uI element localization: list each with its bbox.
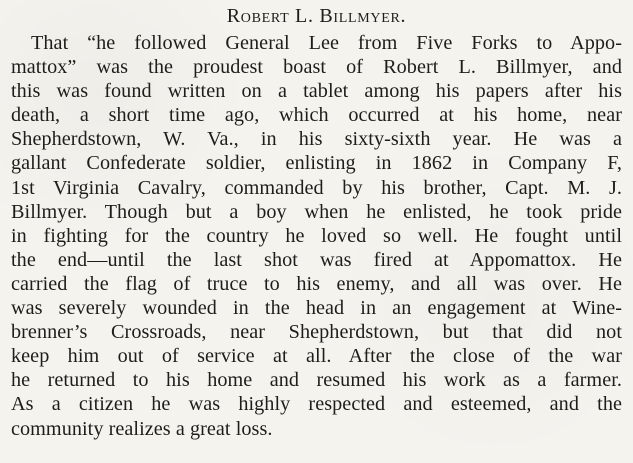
body-line-2: mattox” was the proudest boast of Robert L. Billmyer, and: [11, 56, 622, 79]
body-line-5: Shepherdstown, W. Va., in his sixty-sixth year. He was a: [11, 128, 622, 151]
body-line-15: he returned to his home and resumed his work as a farmer.: [11, 369, 622, 392]
body-line-12: was severely wounded in the head in an engagement at Wine-: [11, 297, 622, 320]
body-line-11: carried the flag of truce to his enemy, and all was over. He: [11, 272, 622, 295]
body-line-7: 1st Virginia Cavalry, commanded by his brother, Capt. M. J.: [11, 176, 622, 199]
body-line-13: brenner’s Crossroads, near Shepherdstown, but that did not: [11, 321, 622, 344]
body-line-8: Billmyer. Though but a boy when he enlisted, he took pride: [11, 200, 622, 223]
article-title: Robert L. Billmyer.: [226, 5, 407, 27]
body-line-4: death, a short time ago, which occurred at his home, near: [11, 104, 622, 127]
body-line-14: keep him out of service at all. After the close of the war: [11, 345, 622, 368]
body-line-3: this was found written on a tablet among his papers after his: [11, 80, 622, 103]
body-line-17: community realizes a great loss.: [11, 417, 273, 440]
body-line-10: the end—until the last shot was fired at Appomattox. He: [11, 248, 622, 271]
body-line-6: gallant Confederate soldier, enlisting in 1862 in Company F,: [11, 152, 622, 175]
article-body: [11, 31, 622, 441]
body-line-9: in fighting for the country he loved so well. He fought until: [11, 224, 622, 247]
body-line-1: That “he followed General Lee from Five Forks to Appo-: [31, 32, 622, 54]
body-line-16: As a citizen he was highly respected and esteemed, and the: [11, 393, 622, 416]
